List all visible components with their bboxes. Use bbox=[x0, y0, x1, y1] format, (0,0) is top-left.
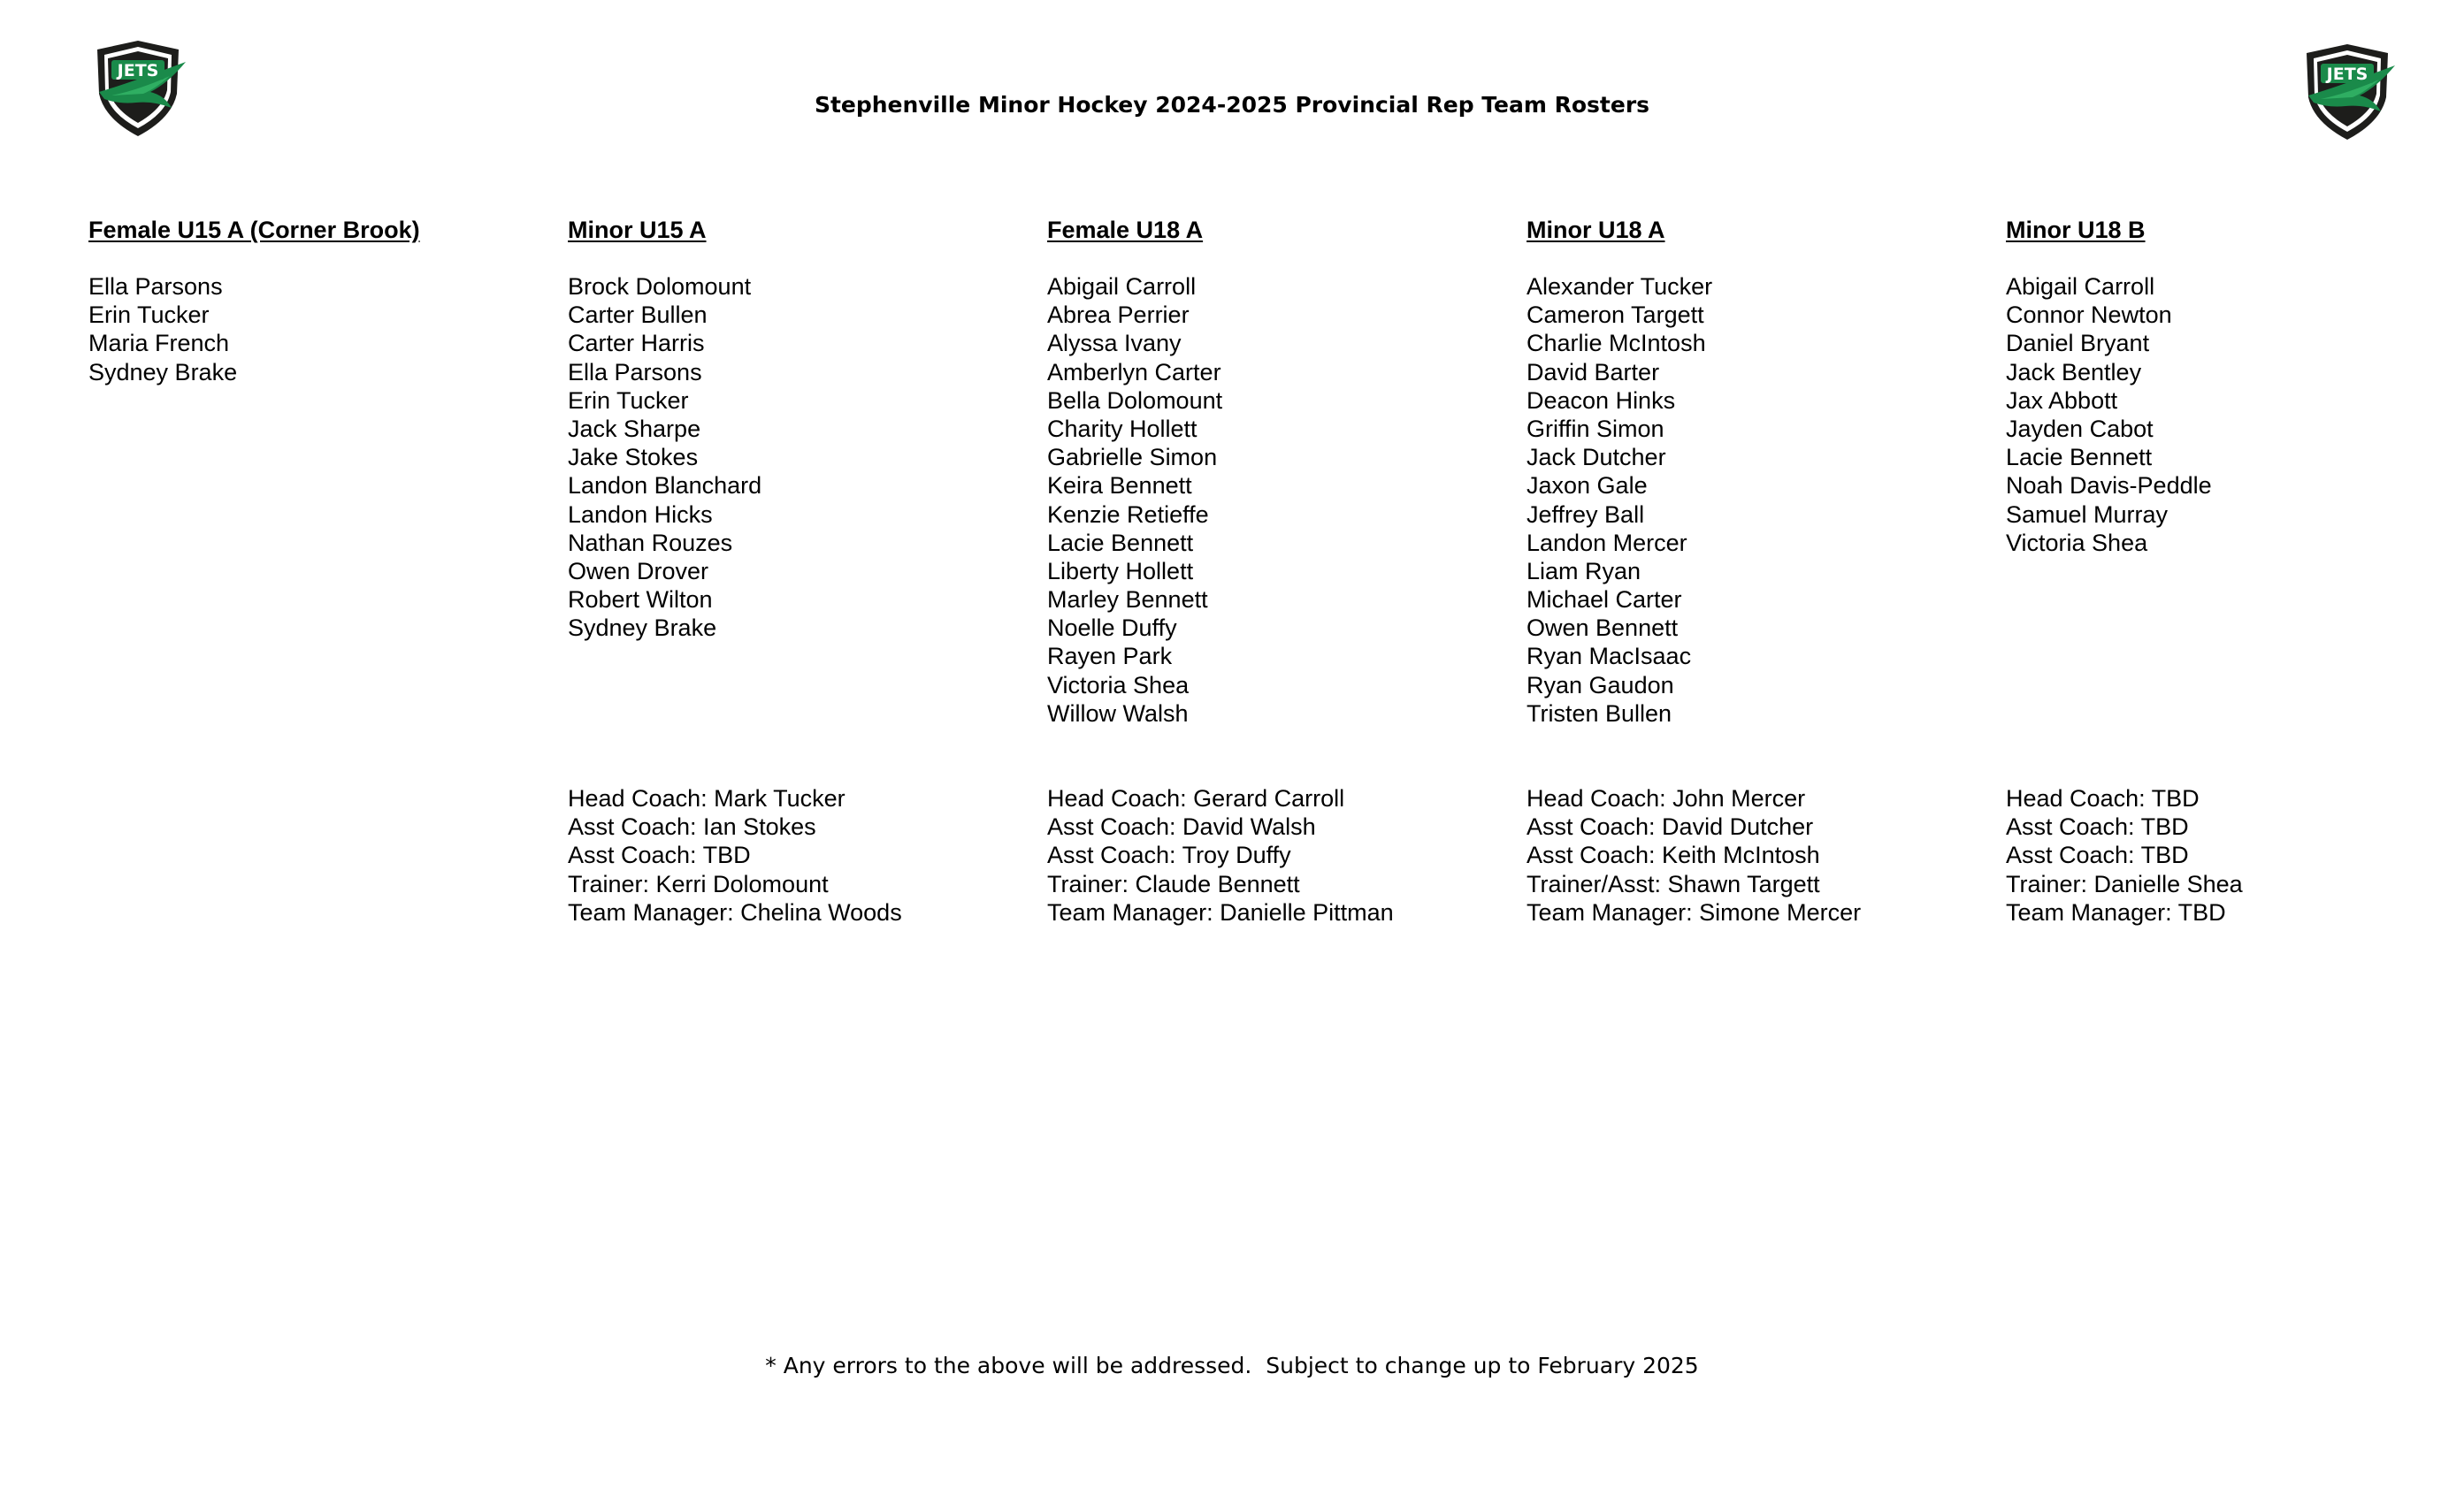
player-name: Jack Sharpe bbox=[568, 415, 701, 442]
staff-entry: Asst Coach: TBD bbox=[568, 842, 751, 869]
player-name: Deacon Hinks bbox=[1527, 386, 1676, 414]
player-name: Abigail Carroll bbox=[1047, 273, 1197, 300]
player-name: Jake Stokes bbox=[568, 444, 699, 471]
staff-entry: Team Manager: TBD bbox=[2006, 898, 2226, 926]
player-list bbox=[88, 272, 548, 386]
player-name: Alexander Tucker bbox=[1527, 273, 1713, 300]
list-spacer bbox=[2006, 585, 2464, 614]
team-column-minor-u18-b bbox=[2006, 216, 2464, 927]
staff-entry: Head Coach: Gerard Carroll bbox=[1047, 785, 1345, 812]
staff-entry: Head Coach: Mark Tucker bbox=[568, 785, 846, 812]
player-name: Amberlyn Carter bbox=[1047, 358, 1221, 385]
list-spacer bbox=[568, 642, 1028, 670]
jets-logo-icon bbox=[85, 37, 191, 140]
player-name: Victoria Shea bbox=[2006, 529, 2148, 556]
player-name: Maria French bbox=[88, 330, 230, 357]
player-name: Charity Hollett bbox=[1047, 415, 1198, 442]
player-name: Erin Tucker bbox=[88, 301, 210, 329]
staff-list bbox=[1047, 784, 1507, 927]
team-column-female-u15-a bbox=[88, 216, 548, 386]
staff-entry: Trainer: Kerri Dolomount bbox=[568, 870, 829, 897]
player-name: Daniel Bryant bbox=[2006, 330, 2150, 357]
player-name: Liam Ryan bbox=[1527, 557, 1641, 584]
player-name: Brock Dolomount bbox=[568, 273, 752, 300]
player-name: Charlie McIntosh bbox=[1527, 330, 1706, 357]
player-name: Ella Parsons bbox=[88, 273, 223, 300]
player-name: Kenzie Retieffe bbox=[1047, 500, 1209, 528]
svg-text:JETS: JETS bbox=[2326, 65, 2368, 84]
footnote: * Any errors to the above will be addressed. Subject to change up to February 2025 bbox=[765, 1353, 1699, 1378]
team-column-minor-u18-a bbox=[1527, 216, 1986, 927]
player-name: Samuel Murray bbox=[2006, 500, 2169, 528]
staff-entry: Asst Coach: David Dutcher bbox=[1527, 813, 1814, 841]
staff-entry: Team Manager: Chelina Woods bbox=[568, 898, 902, 926]
player-name: Jaxon Gale bbox=[1527, 472, 1648, 500]
staff-entry: Asst Coach: David Walsh bbox=[1047, 813, 1316, 841]
player-list bbox=[1047, 272, 1507, 728]
staff-entry: Asst Coach: Troy Duffy bbox=[1047, 842, 1291, 869]
player-name: Abrea Perrier bbox=[1047, 301, 1190, 329]
list-spacer bbox=[2006, 614, 2464, 642]
player-name: Noah Davis-Peddle bbox=[2006, 472, 2212, 500]
player-name: Willow Walsh bbox=[1047, 699, 1189, 727]
staff-entry: Head Coach: TBD bbox=[2006, 785, 2200, 812]
player-name: Jayden Cabot bbox=[2006, 415, 2154, 442]
player-name: Carter Harris bbox=[568, 330, 705, 357]
staff-entry: Asst Coach: Keith McIntosh bbox=[1527, 842, 1820, 869]
staff-entry: Trainer: Danielle Shea bbox=[2006, 870, 2243, 897]
player-list bbox=[1527, 272, 1986, 728]
list-spacer bbox=[568, 699, 1028, 728]
list-spacer bbox=[2006, 671, 2464, 699]
staff-entry: Trainer: Claude Bennett bbox=[1047, 870, 1300, 897]
player-name: Sydney Brake bbox=[88, 358, 238, 385]
player-name: Gabrielle Simon bbox=[1047, 444, 1218, 471]
list-spacer bbox=[2006, 642, 2464, 670]
player-name: Erin Tucker bbox=[568, 386, 689, 414]
player-name: Jax Abbott bbox=[2006, 386, 2118, 414]
player-name: Cameron Targett bbox=[1527, 301, 1704, 329]
staff-entry: Team Manager: Simone Mercer bbox=[1527, 898, 1862, 926]
team-column-female-u18-a bbox=[1047, 216, 1507, 927]
player-name: Robert Wilton bbox=[568, 586, 713, 614]
svg-text:JETS: JETS bbox=[117, 61, 159, 80]
player-name: Rayen Park bbox=[1047, 643, 1173, 670]
player-name: Bella Dolomount bbox=[1047, 386, 1223, 414]
staff-list bbox=[2006, 784, 2464, 927]
player-name: Sydney Brake bbox=[568, 614, 717, 642]
player-name: David Barter bbox=[1527, 358, 1660, 385]
player-list bbox=[2006, 272, 2464, 728]
player-name: Victoria Shea bbox=[1047, 671, 1190, 698]
player-name: Tristen Bullen bbox=[1527, 699, 1672, 727]
staff-entry: Team Manager: Danielle Pittman bbox=[1047, 898, 1394, 926]
player-name: Michael Carter bbox=[1527, 586, 1682, 614]
team-heading: Minor U15 A bbox=[568, 217, 707, 243]
player-name: Noelle Duffy bbox=[1047, 614, 1177, 642]
player-name: Ella Parsons bbox=[568, 358, 702, 385]
list-spacer bbox=[2006, 699, 2464, 728]
staff-list bbox=[568, 784, 1028, 927]
staff-list bbox=[1527, 784, 1986, 927]
player-name: Ryan Gaudon bbox=[1527, 671, 1674, 698]
player-name: Landon Blanchard bbox=[568, 472, 762, 500]
staff-entry: Asst Coach: TBD bbox=[2006, 842, 2189, 869]
jets-logo-left bbox=[85, 37, 191, 140]
player-name: Nathan Rouzes bbox=[568, 529, 733, 556]
player-name: Jeffrey Ball bbox=[1527, 500, 1645, 528]
list-spacer bbox=[568, 671, 1028, 699]
team-heading: Female U15 A (Corner Brook) bbox=[88, 217, 420, 243]
staff-entry: Trainer/Asst: Shawn Targett bbox=[1527, 870, 1820, 897]
player-name: Owen Bennett bbox=[1527, 614, 1679, 642]
player-name: Liberty Hollett bbox=[1047, 557, 1194, 584]
team-heading: Minor U18 A bbox=[1527, 217, 1665, 243]
staff-entry: Asst Coach: TBD bbox=[2006, 813, 2189, 841]
player-list bbox=[568, 272, 1028, 728]
player-name: Ryan MacIsaac bbox=[1527, 643, 1692, 670]
document-title: Stephenville Minor Hockey 2024-2025 Provincial Rep Team Rosters bbox=[814, 92, 1650, 118]
player-name: Carter Bullen bbox=[568, 301, 708, 329]
player-name: Connor Newton bbox=[2006, 301, 2172, 329]
staff-entry: Asst Coach: Ian Stokes bbox=[568, 813, 816, 841]
list-spacer bbox=[2006, 557, 2464, 585]
player-name: Lacie Bennett bbox=[1047, 529, 1194, 556]
player-name: Marley Bennett bbox=[1047, 586, 1208, 614]
player-name: Lacie Bennett bbox=[2006, 444, 2153, 471]
player-name: Alyssa Ivany bbox=[1047, 330, 1182, 357]
player-name: Griffin Simon bbox=[1527, 415, 1664, 442]
team-heading: Female U18 A bbox=[1047, 217, 1204, 243]
player-name: Jack Bentley bbox=[2006, 358, 2142, 385]
team-heading: Minor U18 B bbox=[2006, 217, 2146, 243]
team-column-minor-u15-a bbox=[568, 216, 1028, 927]
player-name: Owen Drover bbox=[568, 557, 709, 584]
player-name: Jack Dutcher bbox=[1527, 444, 1666, 471]
player-name: Landon Hicks bbox=[568, 500, 713, 528]
player-name: Abigail Carroll bbox=[2006, 273, 2155, 300]
player-name: Landon Mercer bbox=[1527, 529, 1687, 556]
staff-entry: Head Coach: John Mercer bbox=[1527, 785, 1806, 812]
player-name: Keira Bennett bbox=[1047, 472, 1192, 500]
